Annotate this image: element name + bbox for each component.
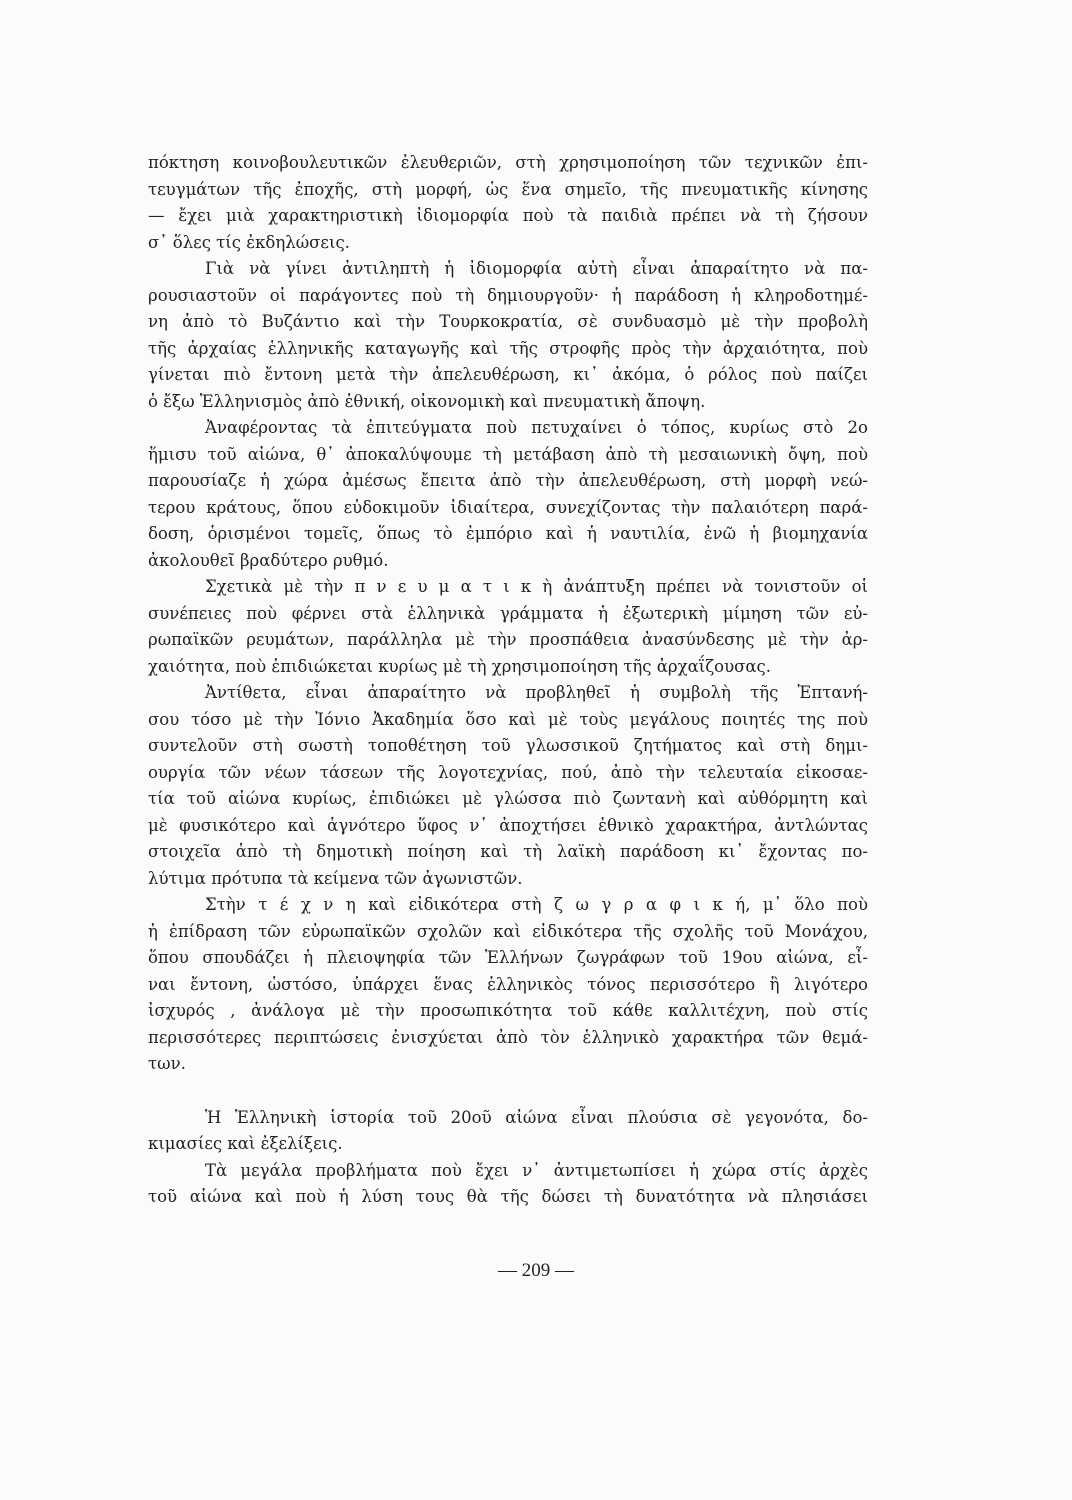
text-line: σ᾽ ὅλες τίς ἐκδηλώσεις.	[148, 232, 350, 252]
text-line: χαιότητα, ποὺ ἐπιδιώκεται κυρίως μὲ τὴ χρησιμοποίηση τῆς ἀρχαΐζουσας.	[148, 656, 772, 676]
body-text	[148, 150, 868, 1211]
text-line: κιμασίες καὶ ἐξελίξεις.	[148, 1134, 343, 1153]
text-line: ὅπου σπουδάζει ἡ πλειοψηφία τῶν Ἑλλήνων ζωγράφων τοῦ 19ου αἰώνα, εἶ-	[148, 948, 868, 967]
paragraph	[148, 574, 868, 680]
paragraph	[148, 680, 868, 892]
text-line: συνέπειες ποὺ φέρνει στὰ ἑλληνικὰ γράμματα ἡ ἐξωτερικὴ μίμηση τῶν εὐ-	[148, 603, 868, 623]
text-line: τῆς ἀρχαίας ἑλληνικῆς καταγωγῆς καὶ τῆς στροφῆς πρὸς τὴν ἀρχαιότητα, ποὺ	[148, 338, 868, 358]
paragraph-gap	[148, 1078, 868, 1105]
text-line: ρωπαϊκῶν ρευμάτων, παράλληλα μὲ τὴν προσπάθεια ἀνασύνδεσης μὲ τὴν ἀρ-	[148, 630, 868, 649]
text-line: Στὴν τ έ χ ν η καὶ εἰδικότερα στὴ ζ ω γ ρ α φ ι κ ή, μ᾽ ὅλο ποὺ	[205, 895, 868, 914]
paragraph	[148, 150, 868, 256]
text-line: πόκτηση κοινοβουλευτικῶν ἐλευθεριῶν, στὴ χρησιμοποίηση τῶν τεχνικῶν ἐπι-	[148, 153, 868, 172]
text-line: ρουσιαστοῦν οἱ παράγοντες ποὺ τὴ δημιουργοῦν· ἡ παράδοση ἡ κληροδοτημέ-	[148, 285, 868, 305]
text-line: Ἀντίθετα, εἶναι ἀπαραίτητο νὰ προβληθεῖ ἡ συμβολὴ τῆς Ἑπτανή-	[205, 683, 868, 702]
text-line: τοῦ αἰώνα καὶ ποὺ ἡ λύση τους θὰ τῆς δώσει τὴ δυνατότητα νὰ πλησιάσει	[148, 1187, 868, 1206]
text-line: Τὰ μεγάλα προβλήματα ποὺ ἔχει ν᾽ ἀντιμετωπίσει ἡ χώρα στίς ἀρχὲς	[205, 1160, 868, 1180]
text-line: στοιχεῖα ἀπὸ τὴ δημοτικὴ ποίηση καὶ τὴ λαϊκὴ παράδοση κι᾽ ἔχοντας πο-	[148, 842, 868, 861]
text-line: τία τοῦ αἰώνα κυρίως, ἐπιδιώκει μὲ γλώσσα πιὸ ζωντανὴ καὶ αὐθόρμητη καὶ	[148, 789, 868, 808]
text-line: παρουσίαζε ἡ χώρα ἀμέσως ἔπειτα ἀπὸ τὴν ἀπελευθέρωση, στὴ μορφὴ νεώ-	[148, 471, 868, 490]
text-line: των.	[148, 1054, 186, 1073]
text-line: νη ἀπὸ τὸ Βυζάντιο καὶ τὴν Τουρκοκρατία, σὲ συνδυασμὸ μὲ τὴν προβολὴ	[148, 312, 868, 331]
text-line: ἀκολουθεῖ βραδύτερο ρυθμό.	[148, 550, 389, 570]
paragraph	[148, 256, 868, 415]
text-line: λύτιμα πρότυπα τὰ κείμενα τῶν ἀγωνιστῶν.	[148, 868, 523, 888]
text-line: ἰσχυρός , ἀνάλογα μὲ τὴν προσωπικότητα τοῦ κάθε καλλιτέχνη, ποὺ στίς	[148, 1001, 868, 1020]
text-line: — ἔχει μιὰ χαρακτηριστικὴ ἰδιομορφία ποὺ τὰ παιδιὰ πρέπει νὰ τὴ ζήσουν	[148, 206, 868, 225]
text-line: ναι ἔντονη, ὡστόσο, ὑπάρχει ἕνας ἑλληνικὸς τόνος περισσότερο ἢ λιγότερο	[148, 974, 868, 994]
text-line: Γιὰ νὰ γίνει ἀντιληπτὴ ἡ ἰδιομορφία αὐτὴ εἶναι ἀπαραίτητο νὰ πα-	[205, 259, 868, 278]
text-line: ἥμισυ τοῦ αἰώνα, θ᾽ ἀποκαλύψουμε τὴ μετάβαση ἀπὸ τὴ μεσαιωνικὴ ὄψη, ποὺ	[148, 444, 868, 464]
text-line: σου τόσο μὲ τὴν Ἰόνιο Ἀκαδημία ὅσο καὶ μὲ τοὺς μεγάλους ποιητές της ποὺ	[148, 709, 868, 729]
paragraph	[148, 892, 868, 1078]
text-line: τευγμάτων τῆς ἐποχῆς, στὴ μορφή, ὡς ἕνα σημεῖο, τῆς πνευματικῆς κίνησης	[148, 179, 868, 199]
paragraph	[148, 415, 868, 574]
text-line: Ἡ Ἑλληνικὴ ἱστορία τοῦ 20οῦ αἰώνα εἶναι πλούσια σὲ γεγονότα, δο-	[205, 1107, 868, 1127]
text-line: δοση, ὁρισμένοι τομεῖς, ὅπως τὸ ἐμπόριο καὶ ἡ ναυτιλία, ἐνῶ ἡ βιομηχανία	[148, 524, 868, 543]
text-line: συντελοῦν στὴ σωστὴ τοποθέτηση τοῦ γλωσσικοῦ ζητήματος καὶ στὴ δημι-	[148, 736, 868, 755]
text-line: ἡ ἐπίδραση τῶν εὐρωπαϊκῶν σχολῶν καὶ εἰδικότερα τῆς σχολῆς τοῦ Μονάχου,	[148, 921, 868, 941]
text-line: Σχετικὰ μὲ τὴν π ν ε υ μ α τ ι κ ὴ ἀνάπτυξη πρέπει νὰ τονιστοῦν οἱ	[205, 577, 868, 596]
text-line: Ἀναφέροντας τὰ ἐπιτεύγματα ποὺ πετυχαίνει ὁ τόπος, κυρίως στὸ 2ο	[205, 418, 868, 437]
text-line: ουργία τῶν νέων τάσεων τῆς λογοτεχνίας, πού, ἀπὸ τὴν τελευταία εἰκοσαε-	[148, 762, 868, 782]
text-line: ὁ ἔξω Ἑλληνισμὸς ἀπὸ ἐθνική, οἰκονομικὴ καὶ πνευματικὴ ἄποψη.	[148, 391, 706, 411]
paragraph	[148, 1158, 868, 1211]
paragraph	[148, 1105, 868, 1158]
text-line: περισσότερες περιπτώσεις ἐνισχύεται ἀπὸ τὸν ἑλληνικὸ χαρακτήρα τῶν θεμά-	[148, 1027, 868, 1047]
page-number: — 209 —	[498, 1260, 574, 1281]
text-line: μὲ φυσικότερο καὶ ἁγνότερο ὕφος ν᾽ ἀποχτήσει ἐθνικὸ χαρακτήρα, ἀντλώντας	[148, 815, 868, 835]
text-line: τερου κράτους, ὅπου εὐδοκιμοῦν ἰδιαίτερα, συνεχίζοντας τὴν παλαιότερη παρά-	[148, 497, 868, 517]
text-line: γίνεται πιὸ ἔντονη μετὰ τὴν ἀπελευθέρωση, κι᾽ ἀκόμα, ὁ ρόλος ποὺ παίζει	[148, 365, 868, 384]
